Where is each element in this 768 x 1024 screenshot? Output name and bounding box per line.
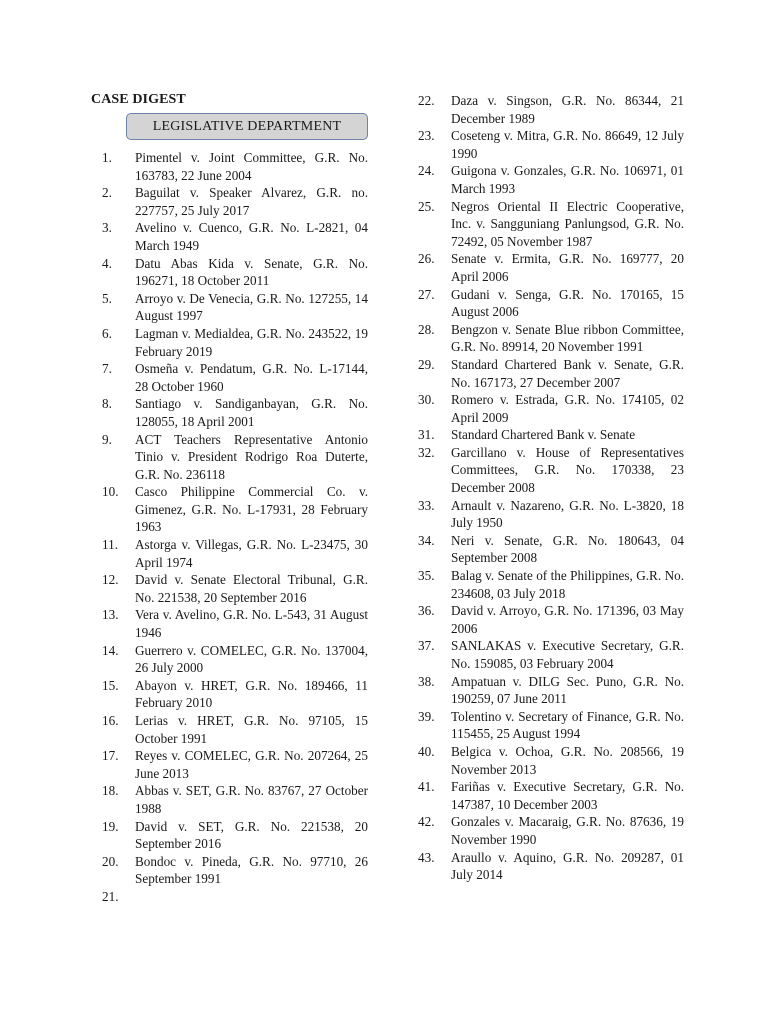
case-citation: Daza v. Singson, G.R. No. 86344, 21 December 1989 <box>451 93 684 126</box>
case-number: 39. <box>418 708 435 724</box>
case-number: 40. <box>418 743 435 759</box>
case-citation: Fariñas v. Executive Secretary, G.R. No. 147387, 10 December 2003 <box>451 779 684 812</box>
case-list-item <box>102 290 368 325</box>
case-number-cell <box>418 92 451 110</box>
case-list-item <box>102 606 368 641</box>
case-number: 43. <box>418 849 435 865</box>
case-list-item <box>102 325 368 360</box>
case-number: 41. <box>418 779 435 795</box>
case-citation: Santiago v. Sandiganbayan, G.R. No. 128055, 18 April 2001 <box>135 396 368 429</box>
case-number-cell <box>102 571 135 589</box>
case-citation: Reyes v. COMELEC, G.R. No. 207264, 25 June 2013 <box>135 748 368 781</box>
case-list-item <box>102 536 368 571</box>
case-citation: Gonzales v. Macaraig, G.R. No. 87636, 19 November 1990 <box>451 814 684 847</box>
case-citation: Lerias v. HRET, G.R. No. 97105, 15 October 1991 <box>135 713 368 746</box>
case-number-cell <box>102 395 135 413</box>
case-list-item <box>102 642 368 677</box>
case-number-cell <box>418 162 451 180</box>
case-number: 26. <box>418 251 435 267</box>
case-list-item <box>102 818 368 853</box>
case-citation: Lagman v. Medialdea, G.R. No. 243522, 19 February 2019 <box>135 325 368 359</box>
case-number-cell <box>418 198 451 216</box>
case-list-item <box>418 250 684 285</box>
case-citation: Vera v. Avelino, G.R. No. L-543, 31 August 1946 <box>135 607 368 641</box>
case-citation: Osmeña v. Pendatum, G.R. No. L-17144, 28 October 1960 <box>135 361 368 394</box>
case-list-item <box>418 162 684 197</box>
case-list-item <box>418 708 684 743</box>
case-number: 30. <box>418 392 435 408</box>
case-citation: Araullo v. Aquino, G.R. No. 209287, 01 July 2014 <box>451 849 684 883</box>
case-list-item <box>418 198 684 251</box>
case-list-item <box>102 255 368 290</box>
case-number-cell <box>418 567 451 585</box>
case-number-cell <box>418 321 451 339</box>
case-list-item <box>418 391 684 426</box>
case-number-cell <box>102 483 135 501</box>
case-number: 29. <box>418 356 435 372</box>
case-list-item <box>418 426 684 444</box>
case-citation: Casco Philippine Commercial Co. v. Gimenez, G.R. No. L-17931, 28 February 1963 <box>135 484 368 535</box>
case-list-item <box>102 677 368 712</box>
case-number: 24. <box>418 163 435 179</box>
case-number-cell <box>418 444 451 462</box>
case-number-cell <box>418 356 451 374</box>
case-citation: Senate v. Ermita, G.R. No. 169777, 20 April 2006 <box>451 251 684 284</box>
case-number-cell <box>418 743 451 761</box>
case-list-item <box>418 321 684 356</box>
case-number-cell <box>418 391 451 409</box>
case-list-item <box>102 571 368 606</box>
section-title-box <box>126 113 368 140</box>
case-number-cell <box>102 853 135 871</box>
case-number-cell <box>102 747 135 765</box>
case-number: 4. <box>102 255 112 271</box>
case-number: 5. <box>102 290 112 306</box>
case-number-cell <box>102 431 135 449</box>
case-citation: Tolentino v. Secretary of Finance, G.R. No. 115455, 25 August 1994 <box>451 708 684 742</box>
case-number-cell <box>102 360 135 378</box>
case-number-cell <box>418 637 451 655</box>
case-citation: Belgica v. Ochoa, G.R. No. 208566, 19 November 2013 <box>451 743 684 777</box>
case-list-item <box>418 849 684 884</box>
case-citation: Negros Oriental II Electric Cooperative, Inc. v. Sangguniang Panlungsod, G.R. No. 72492, 05 November 1987 <box>451 198 684 249</box>
case-list-item <box>418 637 684 672</box>
case-list-item <box>418 92 684 127</box>
case-number: 13. <box>102 607 119 623</box>
case-citation: ACT Teachers Representative Antonio Tinio v. President Rodrigo Roa Duterte, G.R. No. 236118 <box>135 431 368 482</box>
case-number: 17. <box>102 748 119 764</box>
case-number: 37. <box>418 638 435 654</box>
case-list-item <box>418 778 684 813</box>
case-citation: Neri v. Senate, G.R. No. 180643, 04 September 2008 <box>451 532 684 566</box>
case-citation: Ampatuan v. DILG Sec. Puno, G.R. No. 190259, 07 June 2011 <box>451 673 684 707</box>
case-number-cell <box>102 818 135 836</box>
case-list-item <box>418 567 684 602</box>
case-number-cell <box>418 849 451 867</box>
case-number: 16. <box>102 713 119 728</box>
case-citation: Pimentel v. Joint Committee, G.R. No. 163783, 22 June 2004 <box>135 150 368 183</box>
case-list-right <box>418 92 684 884</box>
case-citation: Datu Abas Kida v. Senate, G.R. No. 196271, 18 October 2011 <box>135 255 368 289</box>
case-number: 19. <box>102 818 119 834</box>
case-number-cell <box>418 127 451 145</box>
case-list-item <box>102 431 368 484</box>
case-list-item <box>418 356 684 391</box>
case-citation: Abbas v. SET, G.R. No. 83767, 27 October 1988 <box>135 783 368 816</box>
case-list-item <box>418 743 684 778</box>
case-number-cell <box>418 673 451 691</box>
case-list-item <box>418 673 684 708</box>
case-number: 1. <box>102 150 112 165</box>
case-list-item <box>102 219 368 254</box>
case-number: 25. <box>418 198 435 214</box>
case-number-cell <box>102 888 135 906</box>
case-list-item <box>418 127 684 162</box>
case-number-cell <box>418 602 451 620</box>
case-number: 7. <box>102 361 112 377</box>
case-number: 2. <box>102 185 112 201</box>
case-number-cell <box>418 532 451 550</box>
case-list-item <box>418 497 684 532</box>
case-list-item <box>102 782 368 817</box>
case-citation: Romero v. Estrada, G.R. No. 174105, 02 April 2009 <box>451 392 684 425</box>
case-number-cell <box>102 255 135 273</box>
case-number: 23. <box>418 128 435 144</box>
case-list-item <box>418 532 684 567</box>
case-number-cell <box>102 184 135 202</box>
case-number-cell <box>418 813 451 831</box>
case-list-left <box>102 149 368 906</box>
case-number: 18. <box>102 783 119 799</box>
case-citation: David v. SET, G.R. No. 221538, 20 September 2016 <box>135 818 368 852</box>
case-number: 3. <box>102 220 112 236</box>
case-citation: Balag v. Senate of the Philippines, G.R. No. 234608, 03 July 2018 <box>451 568 684 601</box>
case-number: 10. <box>102 484 119 500</box>
case-number: 8. <box>102 396 112 412</box>
case-list-item <box>418 286 684 321</box>
case-citation: David v. Arroyo, G.R. No. 171396, 03 May 2006 <box>451 603 684 636</box>
case-citation: Coseteng v. Mitra, G.R. No. 86649, 12 July 1990 <box>451 128 684 161</box>
case-citation: Standard Chartered Bank v. Senate <box>451 427 636 443</box>
case-number: 20. <box>102 853 119 869</box>
case-number-cell <box>102 536 135 554</box>
case-number: 28. <box>418 321 435 337</box>
case-number-cell <box>102 149 135 167</box>
case-citation: Bengzon v. Senate Blue ribbon Committee, G.R. No. 89914, 20 November 1991 <box>451 321 684 355</box>
case-number: 32. <box>418 444 435 460</box>
case-number-cell <box>418 708 451 726</box>
case-number-cell <box>102 290 135 308</box>
case-citation: Guigona v. Gonzales, G.R. No. 106971, 01 March 1993 <box>451 163 684 196</box>
case-number-cell <box>418 426 451 444</box>
case-number-cell <box>102 782 135 800</box>
case-number-cell <box>418 286 451 304</box>
case-citation: David v. Senate Electoral Tribunal, G.R. No. 221538, 20 September 2016 <box>135 572 368 605</box>
case-list-item <box>418 602 684 637</box>
case-number: 11. <box>102 537 118 553</box>
case-citation: Abayon v. HRET, G.R. No. 189466, 11 February 2010 <box>135 677 368 711</box>
case-number: 6. <box>102 325 112 341</box>
case-number-cell <box>102 677 135 695</box>
case-number: 22. <box>418 93 435 108</box>
case-list-item <box>102 149 368 184</box>
section-title: LEGISLATIVE DEPARTMENT <box>152 118 342 134</box>
case-citation: Baguilat v. Speaker Alvarez, G.R. no. 227757, 25 July 2017 <box>135 185 368 218</box>
case-list-item <box>418 444 684 497</box>
case-number-cell <box>418 778 451 796</box>
case-citation: Standard Chartered Bank v. Senate, G.R. No. 167173, 27 December 2007 <box>451 356 684 390</box>
case-number: 34. <box>418 532 435 548</box>
case-number: 21. <box>102 888 119 904</box>
case-list-item <box>102 888 368 906</box>
case-list-item <box>102 747 368 782</box>
case-citation: SANLAKAS v. Executive Secretary, G.R. No. 159085, 03 February 2004 <box>451 638 684 671</box>
case-number-cell <box>102 642 135 660</box>
case-number: 31. <box>418 427 435 443</box>
case-number: 14. <box>102 642 119 658</box>
case-number: 35. <box>418 568 435 584</box>
case-number-cell <box>102 606 135 624</box>
document-heading: CASE DIGEST <box>91 92 186 107</box>
case-list-item <box>102 395 368 430</box>
case-number: 12. <box>102 572 119 588</box>
case-citation: Arnault v. Nazareno, G.R. No. L-3820, 18 July 1950 <box>451 497 684 531</box>
case-citation: Arroyo v. De Venecia, G.R. No. 127255, 14 August 1997 <box>135 290 368 324</box>
case-citation: Gudani v. Senga, G.R. No. 170165, 15 August 2006 <box>451 286 684 320</box>
case-citation: Guerrero v. COMELEC, G.R. No. 137004, 26 July 2000 <box>135 642 368 676</box>
case-citation: Garcillano v. House of Representatives Committees, G.R. No. 170338, 23 December 2008 <box>451 444 684 496</box>
case-number-cell <box>102 325 135 343</box>
case-number-cell <box>418 250 451 268</box>
case-list-item <box>102 184 368 219</box>
case-list-item <box>418 813 684 848</box>
case-list-item <box>102 712 368 747</box>
case-number: 42. <box>418 814 435 830</box>
case-list-item <box>102 853 368 888</box>
case-number: 9. <box>102 431 112 447</box>
case-number-cell <box>102 712 135 730</box>
case-number: 15. <box>102 677 119 693</box>
case-citation: Avelino v. Cuenco, G.R. No. L-2821, 04 March 1949 <box>135 220 368 253</box>
case-number-cell <box>418 497 451 515</box>
case-number-cell <box>102 219 135 237</box>
case-list-item <box>102 483 368 536</box>
case-number: 33. <box>418 497 435 513</box>
case-number: 27. <box>418 286 435 302</box>
case-citation: Astorga v. Villegas, G.R. No. L-23475, 30 April 1974 <box>135 537 368 570</box>
case-citation: Bondoc v. Pineda, G.R. No. 97710, 26 September 1991 <box>135 853 368 887</box>
case-number: 36. <box>418 603 435 619</box>
case-number: 38. <box>418 673 435 689</box>
case-list-item <box>102 360 368 395</box>
